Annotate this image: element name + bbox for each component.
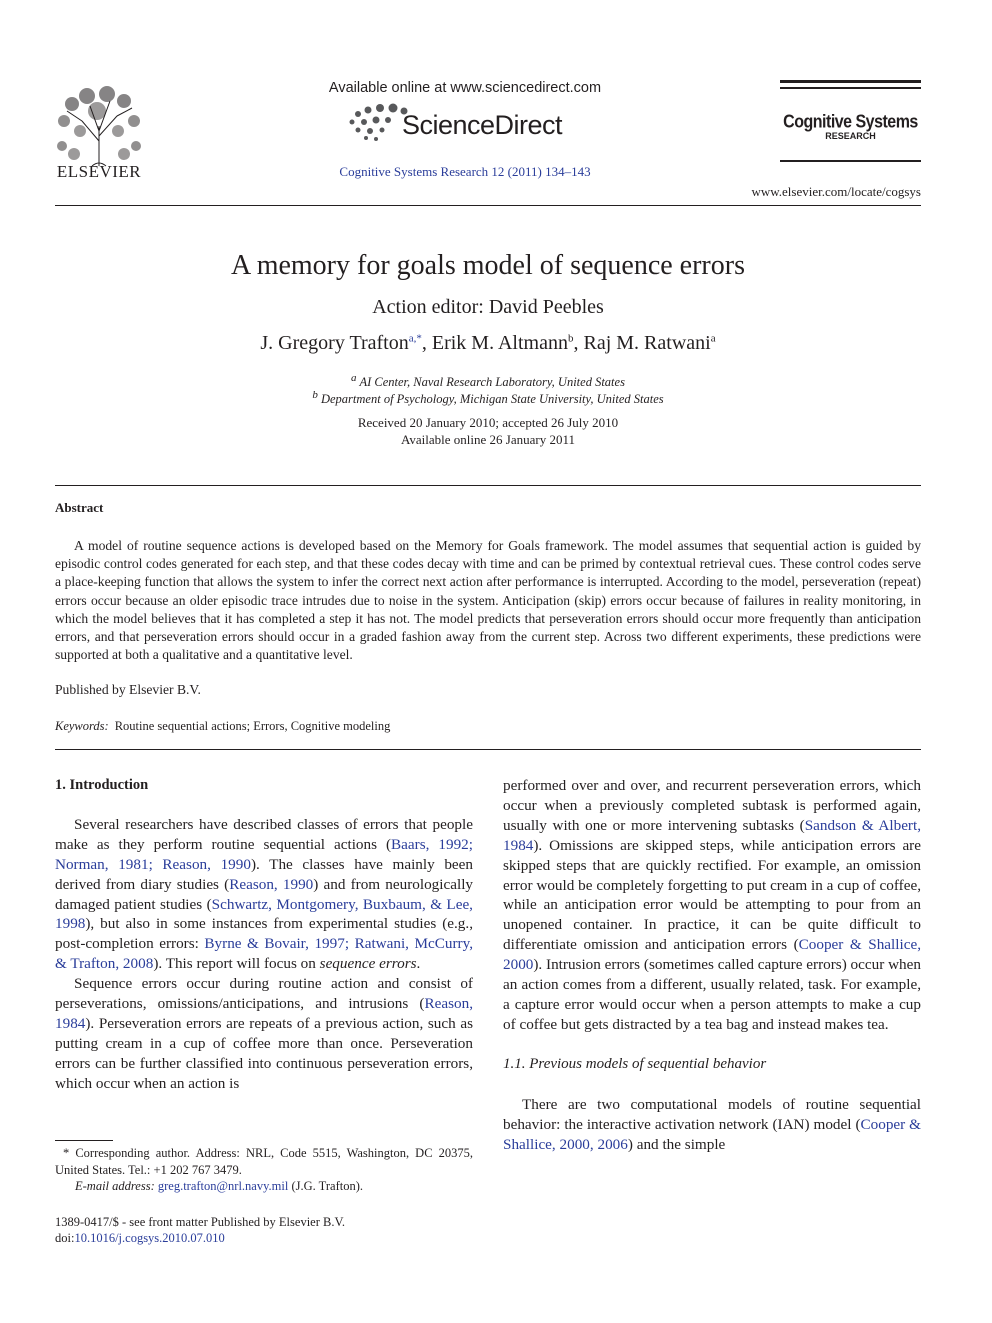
intro-paragraph bbox=[55, 974, 473, 1093]
body-paragraph bbox=[503, 776, 921, 1035]
available-online-text: Available online at www.sciencedirect.com bbox=[328, 80, 602, 96]
journal-logo-subtitle: RESEARCH bbox=[825, 131, 876, 141]
citation-link[interactable]: Sandson & Albert, 1984 bbox=[503, 816, 922, 854]
keywords-label: Keywords: bbox=[55, 719, 109, 733]
abstract-bottom-rule bbox=[55, 749, 921, 750]
affiliation-mark: a bbox=[351, 372, 357, 384]
email-link[interactable]: greg.trafton@nrl.navy.mil bbox=[157, 1179, 289, 1193]
sciencedirect-wordmark: ScienceDirect bbox=[402, 110, 563, 140]
doi-label: doi: bbox=[55, 1231, 75, 1245]
text-run: ). Omissions are skipped steps, while anticipation errors are skipped steps that are quickly rectified. For example, an omission error would be completely forgetting to put cream in a cup of coffee, while an anticipation error would be attempting to pour from an unopened container. In practice, it can be quite difficult to differentiate omission and anticipation errors ( bbox=[503, 836, 921, 954]
keywords bbox=[55, 719, 390, 734]
publisher-wordmark: ELSEVIER bbox=[56, 162, 142, 181]
intro-paragraph bbox=[55, 815, 473, 974]
citation-link[interactable]: Cooper & Shallice, 2000 bbox=[503, 936, 921, 974]
text-run: performed over and over, and recurrent perseveration errors, which occur when a previously completed subtask is performed again, usually with one or more intervening subtasks ( bbox=[503, 777, 921, 834]
email-label: E-mail address: bbox=[75, 1179, 155, 1193]
affiliation-text: AI Center, Naval Research Laboratory, United States bbox=[359, 375, 625, 390]
keywords-list: Routine sequential actions; Errors, Cognitive modeling bbox=[114, 719, 391, 733]
text-run: ). Intrusion errors (sometimes called capture errors) occur when an action comes from a different, usually related, task. For example, a capture error would occur when a person attempts to make a cup of coffee but gets distracted by a tea bag and instead makes tea. bbox=[503, 956, 921, 1033]
online-date: Available online 26 January 2011 bbox=[400, 432, 575, 447]
subsection-heading: 1.1. Previous models of sequential behavior bbox=[503, 1055, 767, 1072]
received-dates: Received 20 January 2010; accepted 26 July 2010 bbox=[357, 415, 619, 430]
journal-reference-link[interactable]: Cognitive Systems Research 12 (2011) 134–143 bbox=[339, 164, 591, 179]
citation-link[interactable]: Reason, 1990 bbox=[229, 875, 314, 893]
action-editor: Action editor: David Peebles bbox=[372, 296, 604, 318]
doi-line bbox=[55, 1231, 225, 1246]
journal-logo-rule bbox=[780, 87, 921, 89]
article-title: A memory for goals model of sequence errors bbox=[231, 250, 745, 281]
journal-logo-rule bbox=[780, 80, 921, 83]
doi-link[interactable]: 10.1016/j.cogsys.2010.07.010 bbox=[74, 1231, 225, 1245]
journal-website: www.elsevier.com/locate/cogsys bbox=[751, 184, 921, 199]
author-affiliation-mark: b bbox=[567, 332, 574, 345]
issn-line: 1389-0417/$ - see front matter Published by Elsevier B.V. bbox=[55, 1215, 346, 1229]
affiliation bbox=[0, 372, 976, 390]
journal-logo-title: Cognitive Systems bbox=[783, 112, 918, 133]
published-by: Published by Elsevier B.V. bbox=[55, 682, 201, 697]
corresponding-author-footnote: * Corresponding author. Address: NRL, Code 5515, Washington, DC 20375, United States. Tel.: +1 202 767 3479. bbox=[55, 1146, 473, 1177]
affiliation-mark: b bbox=[312, 389, 318, 401]
text-run: ), but also in some instances from experimental studies (e.g., post-completion errors: bbox=[55, 915, 473, 953]
citation-link[interactable]: Byrne & Bovair, 1997; Ratwani, McCurry, & Trafton, 2008 bbox=[55, 935, 473, 973]
author-affiliation-mark: a bbox=[710, 332, 716, 345]
citation-link[interactable]: Reason, 1984 bbox=[55, 995, 473, 1032]
text-run: ) and the simple bbox=[627, 1135, 726, 1153]
author-affiliation-mark[interactable]: a,* bbox=[408, 332, 422, 345]
affiliation-text: Department of Psychology, Michigan State University, United States bbox=[320, 392, 664, 407]
text-run: There are two computational models of routine sequential behavior: the interactive activation network (IAN) model ( bbox=[503, 1095, 921, 1133]
text-run: ). This report will focus on bbox=[153, 955, 320, 973]
left-column bbox=[55, 776, 473, 1094]
affiliation bbox=[0, 389, 976, 407]
text-run: ) and from neurologically damaged patient studies ( bbox=[55, 875, 474, 913]
email-footnote bbox=[75, 1179, 363, 1194]
text-run: Several researchers have described classes of errors that people make as they perform routine sequential actions ( bbox=[55, 815, 473, 853]
author-name: J. Gregory Trafton bbox=[260, 332, 409, 354]
citation-link[interactable]: Cooper & Shallice, 2000, 2006 bbox=[503, 1115, 921, 1153]
author-name: Raj M. Ratwani bbox=[583, 332, 711, 354]
abstract-heading: Abstract bbox=[55, 500, 104, 515]
emphasis-text: sequence errors bbox=[319, 955, 417, 973]
header-divider bbox=[55, 205, 921, 206]
email-suffix: (J.G. Trafton). bbox=[288, 1179, 364, 1193]
right-column bbox=[503, 776, 921, 1154]
abstract-text: A model of routine sequence actions is developed based on the Memory for Goals framework. The model assumes that sequential action is guided by episodic control codes generated for each step, and that these codes decay with time and can be primed by contextual retrieval cues. These control codes serve a place-keeping function that allows the system to infer the correct next action after performance is interrupted. According to the model, perseveration (repeat) errors occur because an older episodic trace intrudes due to noise in the system. Anticipation (skip) errors occur because of failures in reality monitoring, in which the model believes that it has completed a step it has not. The model predicts that perseveration errors should occur more frequently than anticipation errors, and that perseveration errors should occur in a graded fashion away from the current step. Across two different experiments, these predictions were supported at both a qualitative and a quantitative level. bbox=[55, 538, 921, 663]
citation-link[interactable]: Schwartz, Montgomery, Buxbaum, & Lee, 1998 bbox=[55, 895, 473, 933]
footnote-rule bbox=[55, 1140, 113, 1141]
body-paragraph bbox=[503, 1095, 921, 1155]
journal-logo-rule bbox=[780, 160, 921, 162]
author-name: Erik M. Altmann bbox=[431, 332, 568, 354]
abstract-top-rule bbox=[55, 485, 921, 486]
citation-link[interactable]: Baars, 1992; Norman, 1981; Reason, 1990 bbox=[55, 835, 473, 873]
text-run: ). Perseveration errors are repeats of a previous action, such as putting cream in a cup of coffee more than once. Perseveration errors can be further classified into continuous perseveration errors, which occur when an action is bbox=[55, 1014, 473, 1092]
text-run: ). The classes have mainly been derived from diary studies ( bbox=[55, 855, 474, 893]
text-run: Sequence errors occur during routine action and consist of perseverations, omissions/anticipations, and intrusions ( bbox=[55, 975, 473, 1013]
section-heading: 1. Introduction bbox=[55, 777, 149, 793]
text-run: . bbox=[416, 955, 421, 973]
author-list: J. Gregory Trafton$^{a,*}$, Erik M. Altmann$^b$, Raj M. Ratwani$^a$ bbox=[260, 332, 716, 354]
